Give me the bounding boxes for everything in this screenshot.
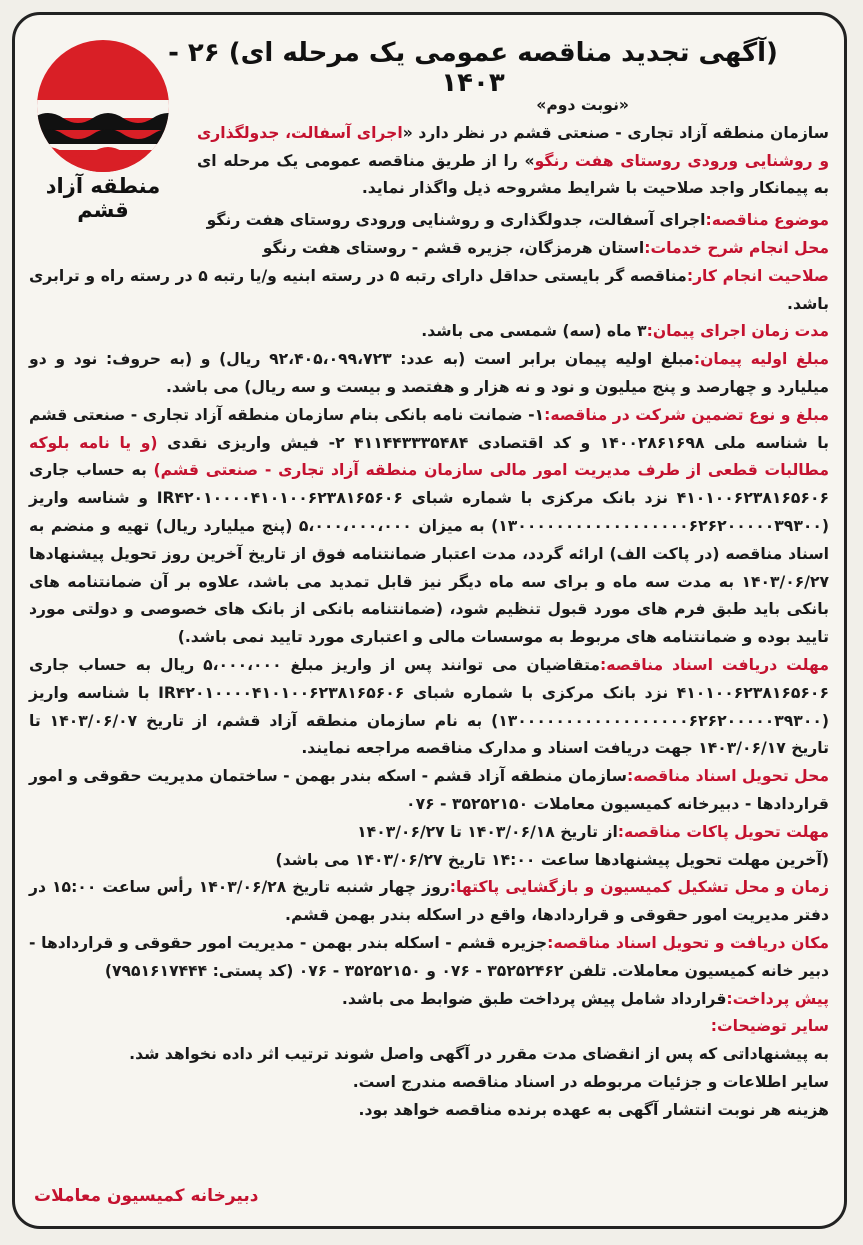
other-line: سایر اطلاعات و جزئیات مربوطه در اسناد مناقصه مندرج است. [352,1072,829,1091]
section-prepayment: پیش پرداخت:قرارداد شامل پیش پرداخت طبق ضوابط می باشد. [341,989,829,1008]
section-envelope-note: (آخرین مهلت تحویل پیشنهادها ساعت ۱۴:۰۰ تاریخ ۱۴۰۳/۰۶/۲۷ می باشد) [275,850,829,869]
notice-title: (آگهی تجدید مناقصه عمومی یک مرحله ای) ۲۶ - ۱۴۰۳ [168,38,778,98]
project-name: اجرای آسفالت، جدولگذاری و روشنایی ورودی روستای هفت رنگو [197,123,830,170]
section-other-label: سایر توضیحات: [710,1017,829,1036]
section-place: مکان دریافت و تحویل اسناد مناقصه:جزیره قشم - اسکله بندر بهمن - مدیریت امور حقوقی و قراردادها - دبیر خانه کمیسیون معاملات. تلفن ۳۵۲۵۲۴۶۲ - ۰۷۶ و ۳۵۲۵۲۱۵۰ - ۰۷۶ (کد پستی: ۷۹۵۱۶۱۷۴۴۴) [29,933,829,980]
other-line: هزینه هر نوبت انتشار آگهی به عهده برنده مناقصه خواهد بود. [358,1100,829,1119]
section-qualification: صلاحیت انجام کار:مناقصه گر بایستی حداقل دارای رتبه ۵ در رسته ابنیه و/یا رتبه ۵ در رسته راه و ترابری باشد. [29,266,829,313]
section-doc-receipt: مهلت دریافت اسناد مناقصه:متقاضیان می توانند پس از واریز مبلغ ۵،۰۰۰،۰۰۰ ریال به حساب جاری ۴۱۰۱۰۰۶۲۳۸۱۶۵۶۰۶ نزد بانک مرکزی با شماره شبای IR۴۲۰۱۰۰۰۰۴۱۰۱۰۰۶۲۳۸۱۶۵۶۰۶ با شناسه واریز (۱۳۰۰۰۰۰۰۰۰۰۰۰۰۰۰۰۰۰۰۶۲۶۲۰۰۰۰۰۳۹۳۰۰) به نام سازمان منطقه آزاد قشم، از تاریخ ۱۴۰۳/۰۶/۰۷ تا تاریخ ۱۴۰۳/۰۶/۱۷ جهت دریافت اسناد و مدارک مناقصه مراجعه نمایند. [29,655,829,758]
footer-signature: دبیرخانه کمیسیون معاملات [34,1186,259,1206]
logo-text: منطقه آزاد قشم [45,174,161,222]
section-subject: موضوع مناقصه:اجرای آسفالت، جدولگذاری و روشنایی ورودی روستای هفت رنگو [206,211,829,230]
section-doc-delivery: محل تحویل اسناد مناقصه:سازمان منطقه آزاد قشم - اسکه بندر بهمن - ساختمان مدیریت حقوقی و امور قراردادها - دبیرخانه کمیسیون معاملات ۳۵۲۵۲۱۵۰ - ۰۷۶ [29,767,829,813]
section-opening: زمان و محل تشکیل کمیسیون و بازگشایی پاکتها:روز چهار شنبه تاریخ ۱۴۰۳/۰۶/۲۸ رأس ساعت ۱۵:۰۰ در دفتر مدیریت امور حقوقی و قراردادها، واقع در اسکله بندر بهمن قشم. [29,878,829,925]
section-guarantee: مبلغ و نوع تضمین شرکت در مناقصه:۱- ضمانت نامه بانکی بنام سازمان منطقه آزاد تجاری - صنعتی قشم با شناسه ملی ۱۴۰۰۲۸۶۱۶۹۸ و کد اقتصادی ۴۱۱۴۴۳۳۳۵۴۸۴ ۲- فیش واریزی نقدی (و یا نامه بلوکه مطالبات قطعی از طرف مدیریت امور مالی سازمان منطقه آزاد تجاری - صنعتی قشم) به حساب جاری ۴۱۰۱۰۰۶۲۳۸۱۶۵۶۰۶ نزد بانک مرکزی با شماره شبای IR۴۲۰۱۰۰۰۰۴۱۰۱۰۰۶۲۳۸۱۶۵۶۰۶ و شناسه واریز (۱۳۰۰۰۰۰۰۰۰۰۰۰۰۰۰۰۰۰۰۶۲۶۲۰۰۰۰۰۳۹۳۰۰) به میزان ۵،۰۰۰،۰۰۰،۰۰۰ (پنج میلیارد ریال) تهیه و منضم به اسناد مناقصه (در پاکت الف) ارائه گردد، مدت اعتبار ضمانتنامه فوق از تاریخ آخرین روز تحویل پیشنهادها ۱۴۰۳/۰۶/۲۷ به مدت سه ماه و برای سه ماه دیگر نیز قابل تمدید می باشد، علاوه بر آن ضمانتنامه های بانکی باید طبق فرم های مورد قبول تنظیم شود، (ضمانتنامه بانکی از بانک های خصوصی و دولتی مورد تایید بوده و ضمانتنامه های مربوط به موسسات مالی و اعتباری مورد تایید نمی باشد.) [29,405,830,647]
other-line: به پیشنهاداتی که پس از انقضای مدت مقرر در آگهی واصل شوند ترتیب اثر داده نخواهد شد. [129,1045,829,1064]
notice-round: «نوبت دوم» [536,96,629,114]
intro-paragraph: سازمان منطقه آزاد تجاری - صنعتی قشم در نظر دارد «اجرای آسفالت، جدولگذاری و روشنایی ورودی روستای هفت رنگو» را از طریق مناقصه عمومی یک مرحله ای به پیمانکار واجد صلاحیت با شرایط مشروحه ذیل واگذار نماید. [197,123,830,198]
section-envelope-deadline: مهلت تحویل پاکات مناقصه:از تاریخ ۱۴۰۳/۰۶/۱۸ تا ۱۴۰۳/۰۶/۲۷ [357,822,829,841]
notice-body [29,92,829,1124]
section-duration: مدت زمان اجرای پیمان:۳ ماه (سه) شمسی می باشد. [421,322,829,341]
section-location: محل انجام شرح خدمات:استان هرمزگان، جزیره قشم - روستای هفت رنگو [262,238,829,257]
section-amount: مبلغ اولیه پیمان:مبلغ اولیه پیمان برابر است (به عدد: ۹۲،۴۰۵،۰۹۹،۷۲۳ ریال) و (به حروف: نود و دو میلیارد و چهارصد و پنج میلیون و نود و نه هزار و هفتصد و بیست و سه ریال) می باشد. [29,350,830,396]
